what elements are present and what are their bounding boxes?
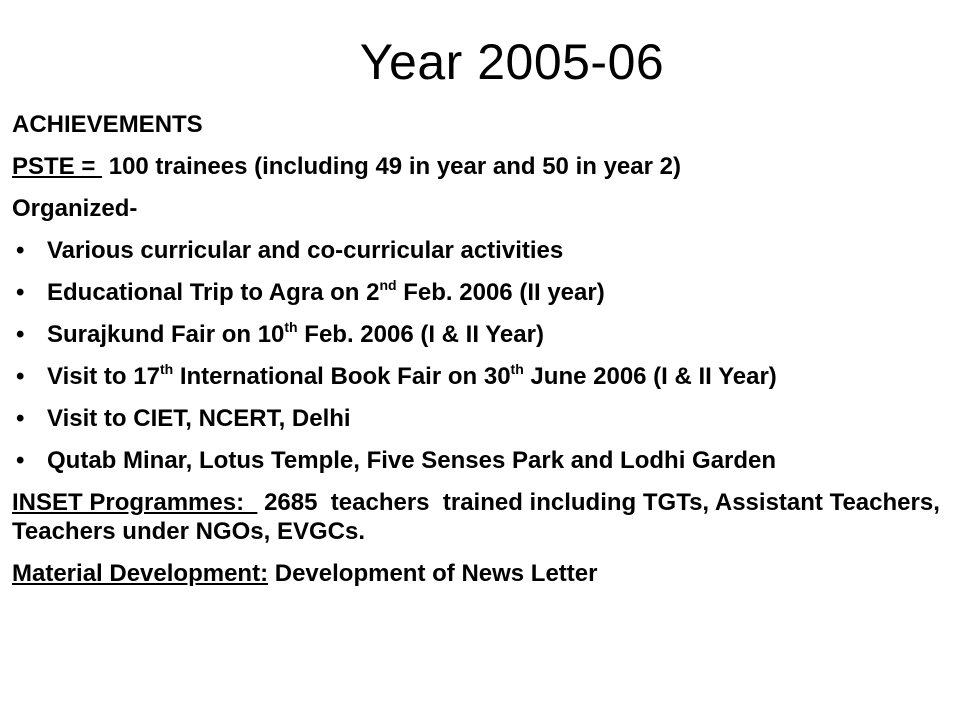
ordinal-suffix: th	[510, 361, 524, 377]
pste-line	[12, 152, 942, 181]
inset-line	[12, 488, 947, 546]
activities-list	[12, 236, 942, 475]
bullet-icon: •	[16, 447, 25, 474]
list-item-text: Various curricular and co-curricular activities	[47, 237, 564, 264]
list-item	[12, 320, 942, 349]
inset-text: 2685 teachers trained including TGTs, Assistant Teachers, Teachers under NGOs, EVGCs.	[12, 489, 947, 545]
achievements-heading: ACHIEVEMENTS	[12, 111, 203, 138]
material-label: Material Development:	[12, 560, 269, 587]
pste-text: 100 trainees (including 49 in year and 50 in year 2)	[102, 153, 681, 180]
pste-label: PSTE =	[12, 153, 103, 180]
bullet-icon: •	[16, 237, 25, 264]
inset-label: INSET Programmes:	[12, 489, 258, 516]
list-item-text: June 2006 (I & II Year)	[523, 363, 777, 390]
list-item	[12, 236, 942, 265]
ordinal-suffix: th	[159, 361, 174, 377]
list-item-text: Feb. 2006 (I & II Year)	[297, 321, 544, 348]
list-item	[12, 362, 942, 391]
slide-title: Year 2005-06	[359, 34, 665, 90]
list-item-text: Visit to CIET, NCERT, Delhi	[47, 405, 351, 432]
list-item	[12, 404, 942, 433]
bullet-icon: •	[16, 405, 25, 432]
list-item-text: Feb. 2006 (II year)	[396, 279, 605, 306]
slide-content	[12, 110, 947, 601]
list-item	[12, 446, 942, 475]
bullet-icon: •	[16, 321, 25, 348]
bullet-icon: •	[16, 363, 25, 390]
ordinal-suffix: nd	[379, 277, 397, 293]
material-text: Development of News Letter	[268, 560, 598, 587]
list-item-text: International Book Fair on 30	[173, 363, 511, 390]
list-item-text: Surajkund Fair on 10	[47, 321, 285, 348]
list-item-text: Qutab Minar, Lotus Temple, Five Senses Park and Lodhi Garden	[47, 447, 777, 474]
list-item-text: Visit to 17	[47, 363, 160, 390]
organized-label: Organized-	[12, 195, 138, 222]
list-item	[12, 278, 942, 307]
ordinal-suffix: th	[284, 319, 298, 335]
bullet-icon: •	[16, 279, 25, 306]
list-item-text: Educational Trip to Agra on 2	[47, 279, 380, 306]
material-line	[12, 559, 942, 588]
